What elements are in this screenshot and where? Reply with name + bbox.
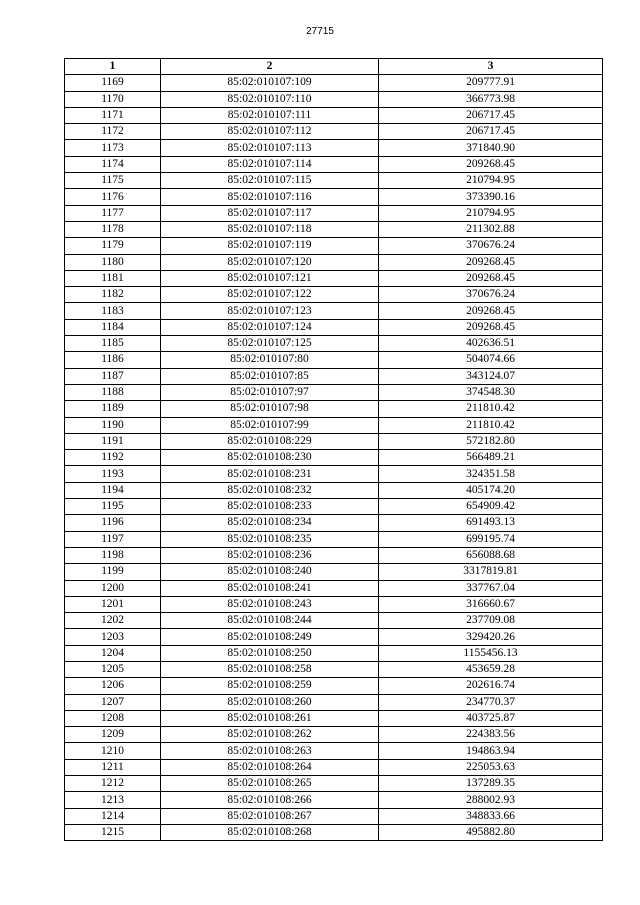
- table-row: [65, 710, 603, 726]
- table-row: [65, 140, 603, 156]
- row-number-cell: 1195: [65, 499, 161, 515]
- row-number-cell: 1215: [65, 824, 161, 840]
- table-row: [65, 189, 603, 205]
- cadastral-number-cell: 85:02:010107:116: [161, 189, 379, 205]
- cadastral-number-cell: 85:02:010108:262: [161, 727, 379, 743]
- table-row: [65, 450, 603, 466]
- table-row: [65, 352, 603, 368]
- cadastral-number-cell: 85:02:010108:244: [161, 613, 379, 629]
- table-row: [65, 759, 603, 775]
- cadastral-number-cell: 85:02:010107:124: [161, 319, 379, 335]
- table-row: [65, 238, 603, 254]
- value-cell: 209268.45: [379, 254, 603, 270]
- cadastral-number-cell: 85:02:010108:268: [161, 824, 379, 840]
- row-number-cell: 1177: [65, 205, 161, 221]
- table-row: [65, 466, 603, 482]
- cadastral-number-cell: 85:02:010107:112: [161, 124, 379, 140]
- table-row: [65, 75, 603, 91]
- table-row: [65, 173, 603, 189]
- cadastral-number-cell: 85:02:010107:97: [161, 384, 379, 400]
- page-number: 27715: [306, 26, 334, 37]
- cadastral-number-cell: 85:02:010107:80: [161, 352, 379, 368]
- row-number-cell: 1199: [65, 564, 161, 580]
- value-cell: 137289.35: [379, 776, 603, 792]
- row-number-cell: 1188: [65, 384, 161, 400]
- value-cell: 237709.08: [379, 613, 603, 629]
- table-row: [65, 417, 603, 433]
- cadastral-number-cell: 85:02:010107:114: [161, 156, 379, 172]
- cadastral-number-cell: 85:02:010107:117: [161, 205, 379, 221]
- value-cell: 699195.74: [379, 531, 603, 547]
- row-number-cell: 1193: [65, 466, 161, 482]
- table-row: [65, 124, 603, 140]
- table-row: [65, 91, 603, 107]
- row-number-cell: 1203: [65, 629, 161, 645]
- cadastral-number-cell: 85:02:010108:235: [161, 531, 379, 547]
- row-number-cell: 1176: [65, 189, 161, 205]
- cadastral-number-cell: 85:02:010107:118: [161, 221, 379, 237]
- cadastral-number-cell: 85:02:010108:250: [161, 645, 379, 661]
- row-number-cell: 1204: [65, 645, 161, 661]
- value-cell: 374548.30: [379, 384, 603, 400]
- row-number-cell: 1183: [65, 303, 161, 319]
- row-number-cell: 1202: [65, 613, 161, 629]
- cadastral-number-cell: 85:02:010108:241: [161, 580, 379, 596]
- row-number-cell: 1209: [65, 727, 161, 743]
- cadastral-number-cell: 85:02:010107:120: [161, 254, 379, 270]
- cadastral-number-cell: 85:02:010107:115: [161, 173, 379, 189]
- row-number-cell: 1198: [65, 547, 161, 563]
- table-row: [65, 776, 603, 792]
- value-cell: 206717.45: [379, 124, 603, 140]
- cadastral-number-cell: 85:02:010108:258: [161, 661, 379, 677]
- row-number-cell: 1189: [65, 401, 161, 417]
- row-number-cell: 1200: [65, 580, 161, 596]
- value-cell: 206717.45: [379, 107, 603, 123]
- cadastral-number-cell: 85:02:010108:259: [161, 678, 379, 694]
- cadastral-number-cell: 85:02:010108:265: [161, 776, 379, 792]
- cadastral-number-cell: 85:02:010107:99: [161, 417, 379, 433]
- value-cell: 209268.45: [379, 303, 603, 319]
- row-number-cell: 1175: [65, 173, 161, 189]
- value-cell: 209268.45: [379, 319, 603, 335]
- table-row: [65, 368, 603, 384]
- row-number-cell: 1174: [65, 156, 161, 172]
- table-row: [65, 743, 603, 759]
- value-cell: 329420.26: [379, 629, 603, 645]
- row-number-cell: 1213: [65, 792, 161, 808]
- table-row: [65, 156, 603, 172]
- table-row: [65, 547, 603, 563]
- cadastral-number-cell: 85:02:010107:85: [161, 368, 379, 384]
- row-number-cell: 1180: [65, 254, 161, 270]
- value-cell: 453659.28: [379, 661, 603, 677]
- table-row: [65, 564, 603, 580]
- row-number-cell: 1211: [65, 759, 161, 775]
- value-cell: 370676.24: [379, 287, 603, 303]
- value-cell: 211810.42: [379, 417, 603, 433]
- column-header: 3: [379, 59, 603, 75]
- table-row: [65, 433, 603, 449]
- row-number-cell: 1207: [65, 694, 161, 710]
- table-row: [65, 727, 603, 743]
- value-cell: 403725.87: [379, 710, 603, 726]
- value-cell: 209268.45: [379, 156, 603, 172]
- table-row: [65, 596, 603, 612]
- row-number-cell: 1194: [65, 482, 161, 498]
- cadastral-number-cell: 85:02:010107:119: [161, 238, 379, 254]
- cadastral-number-cell: 85:02:010108:249: [161, 629, 379, 645]
- cadastral-number-cell: 85:02:010107:109: [161, 75, 379, 91]
- cadastral-number-cell: 85:02:010108:266: [161, 792, 379, 808]
- cadastral-number-cell: 85:02:010108:231: [161, 466, 379, 482]
- value-cell: 211302.88: [379, 221, 603, 237]
- row-number-cell: 1212: [65, 776, 161, 792]
- row-number-cell: 1182: [65, 287, 161, 303]
- table-row: [65, 499, 603, 515]
- row-number-cell: 1208: [65, 710, 161, 726]
- value-cell: 691493.13: [379, 515, 603, 531]
- row-number-cell: 1185: [65, 336, 161, 352]
- table-row: [65, 287, 603, 303]
- table-body: [65, 75, 603, 841]
- value-cell: 316660.67: [379, 596, 603, 612]
- row-number-cell: 1206: [65, 678, 161, 694]
- table-row: [65, 645, 603, 661]
- row-number-cell: 1184: [65, 319, 161, 335]
- table-row: [65, 678, 603, 694]
- row-number-cell: 1179: [65, 238, 161, 254]
- column-header: 1: [65, 59, 161, 75]
- value-cell: 371840.90: [379, 140, 603, 156]
- table-row: [65, 824, 603, 840]
- table-row: [65, 482, 603, 498]
- value-cell: 656088.68: [379, 547, 603, 563]
- header-row: [65, 59, 603, 75]
- value-cell: 654909.42: [379, 499, 603, 515]
- table-row: [65, 792, 603, 808]
- table-header: [65, 59, 603, 75]
- row-number-cell: 1205: [65, 661, 161, 677]
- table-row: [65, 205, 603, 221]
- cadastral-number-cell: 85:02:010107:125: [161, 336, 379, 352]
- table-row: [65, 270, 603, 286]
- cadastral-number-cell: 85:02:010108:234: [161, 515, 379, 531]
- table-row: [65, 254, 603, 270]
- row-number-cell: 1201: [65, 596, 161, 612]
- row-number-cell: 1170: [65, 91, 161, 107]
- table-row: [65, 629, 603, 645]
- table-row: [65, 580, 603, 596]
- cadastral-number-cell: 85:02:010108:243: [161, 596, 379, 612]
- value-cell: 348833.66: [379, 808, 603, 824]
- row-number-cell: 1190: [65, 417, 161, 433]
- data-table: [64, 58, 603, 841]
- cadastral-number-cell: 85:02:010108:264: [161, 759, 379, 775]
- row-number-cell: 1192: [65, 450, 161, 466]
- table-row: [65, 531, 603, 547]
- row-number-cell: 1214: [65, 808, 161, 824]
- value-cell: 1155456.13: [379, 645, 603, 661]
- cadastral-number-cell: 85:02:010108:233: [161, 499, 379, 515]
- value-cell: 3317819.81: [379, 564, 603, 580]
- value-cell: 343124.07: [379, 368, 603, 384]
- value-cell: 202616.74: [379, 678, 603, 694]
- value-cell: 210794.95: [379, 173, 603, 189]
- cadastral-number-cell: 85:02:010108:229: [161, 433, 379, 449]
- table-row: [65, 694, 603, 710]
- cadastral-number-cell: 85:02:010108:267: [161, 808, 379, 824]
- cadastral-number-cell: 85:02:010108:230: [161, 450, 379, 466]
- value-cell: 366773.98: [379, 91, 603, 107]
- cadastral-number-cell: 85:02:010108:263: [161, 743, 379, 759]
- value-cell: 210794.95: [379, 205, 603, 221]
- table-row: [65, 319, 603, 335]
- table-row: [65, 303, 603, 319]
- table-row: [65, 336, 603, 352]
- row-number-cell: 1187: [65, 368, 161, 384]
- value-cell: 373390.16: [379, 189, 603, 205]
- cadastral-number-cell: 85:02:010107:111: [161, 107, 379, 123]
- row-number-cell: 1196: [65, 515, 161, 531]
- cadastral-number-cell: 85:02:010107:110: [161, 91, 379, 107]
- table-row: [65, 515, 603, 531]
- table-row: [65, 221, 603, 237]
- row-number-cell: 1178: [65, 221, 161, 237]
- column-header: 2: [161, 59, 379, 75]
- value-cell: 225053.63: [379, 759, 603, 775]
- cadastral-number-cell: 85:02:010108:240: [161, 564, 379, 580]
- table-row: [65, 107, 603, 123]
- value-cell: 234770.37: [379, 694, 603, 710]
- cadastral-number-cell: 85:02:010107:113: [161, 140, 379, 156]
- table-row: [65, 384, 603, 400]
- value-cell: 495882.80: [379, 824, 603, 840]
- value-cell: 209777.91: [379, 75, 603, 91]
- row-number-cell: 1172: [65, 124, 161, 140]
- value-cell: 370676.24: [379, 238, 603, 254]
- row-number-cell: 1171: [65, 107, 161, 123]
- row-number-cell: 1173: [65, 140, 161, 156]
- table-row: [65, 661, 603, 677]
- cadastral-number-cell: 85:02:010108:236: [161, 547, 379, 563]
- value-cell: 209268.45: [379, 270, 603, 286]
- row-number-cell: 1197: [65, 531, 161, 547]
- value-cell: 504074.66: [379, 352, 603, 368]
- cadastral-number-cell: 85:02:010108:232: [161, 482, 379, 498]
- row-number-cell: 1191: [65, 433, 161, 449]
- cadastral-number-cell: 85:02:010108:260: [161, 694, 379, 710]
- cadastral-number-cell: 85:02:010107:121: [161, 270, 379, 286]
- row-number-cell: 1210: [65, 743, 161, 759]
- cadastral-number-cell: 85:02:010107:98: [161, 401, 379, 417]
- row-number-cell: 1181: [65, 270, 161, 286]
- row-number-cell: 1186: [65, 352, 161, 368]
- value-cell: 402636.51: [379, 336, 603, 352]
- table-row: [65, 808, 603, 824]
- cadastral-number-cell: 85:02:010107:123: [161, 303, 379, 319]
- cadastral-number-cell: 85:02:010108:261: [161, 710, 379, 726]
- value-cell: 194863.94: [379, 743, 603, 759]
- value-cell: 224383.56: [379, 727, 603, 743]
- row-number-cell: 1169: [65, 75, 161, 91]
- table-row: [65, 401, 603, 417]
- value-cell: 405174.20: [379, 482, 603, 498]
- value-cell: 288002.93: [379, 792, 603, 808]
- value-cell: 566489.21: [379, 450, 603, 466]
- value-cell: 572182.80: [379, 433, 603, 449]
- cadastral-number-cell: 85:02:010107:122: [161, 287, 379, 303]
- table-row: [65, 613, 603, 629]
- value-cell: 324351.58: [379, 466, 603, 482]
- value-cell: 211810.42: [379, 401, 603, 417]
- value-cell: 337767.04: [379, 580, 603, 596]
